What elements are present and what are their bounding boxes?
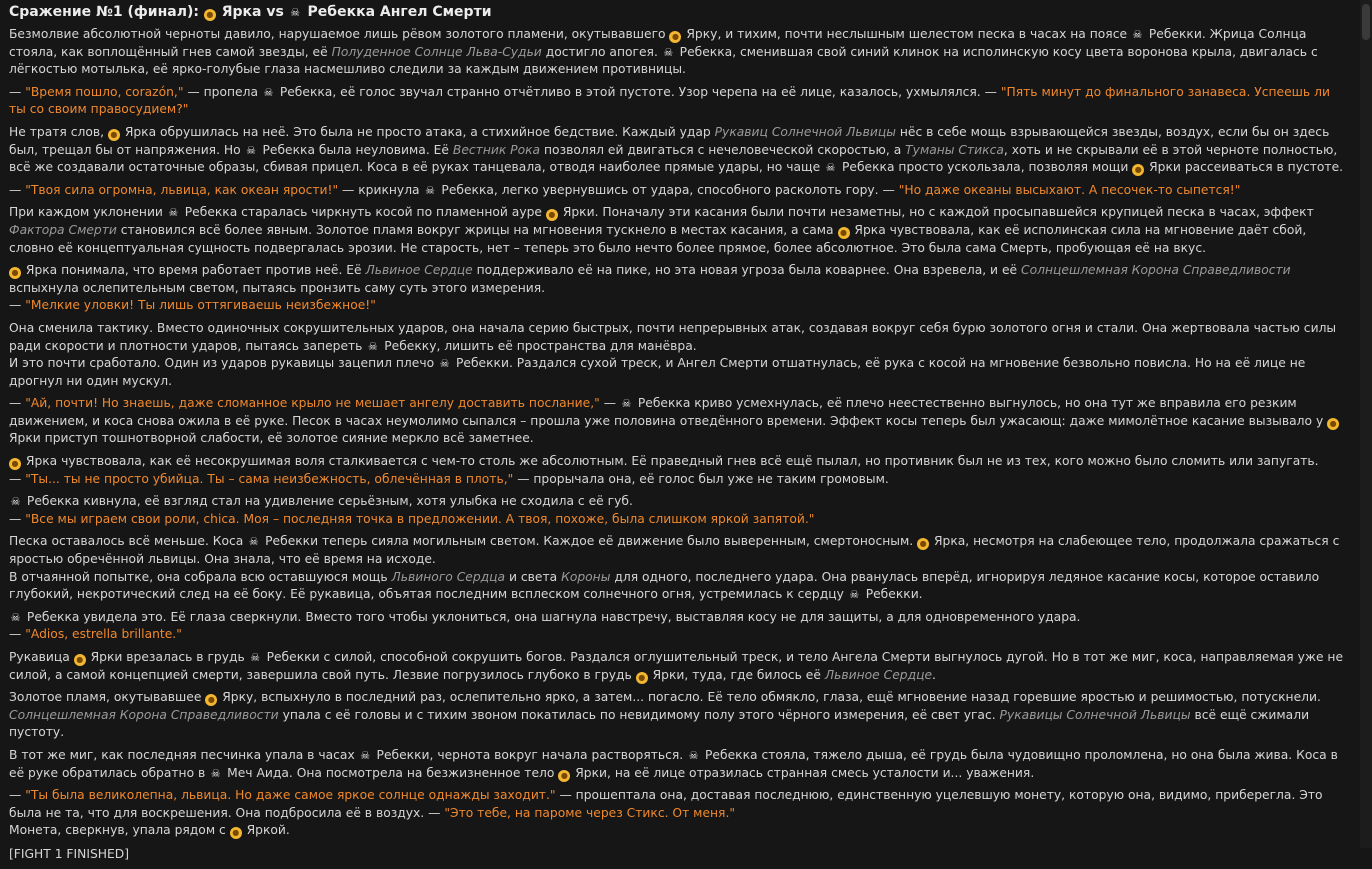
paragraph-14: Золотое пламя, окутывавшее ● Ярку, вспыхнуло в последний раз, ослепительно ярко, а затем... погасло. Её тело обмякло, глаза, ещё мгновение назад горевшие яростью и решимостью, потускнели. Солнцешлемная Корона Справедливости упала с её головы и с тихим звоном покатилась по невидимому полу этого чёрного измерения, её свет угас. Рукавицы Солнечной Львицы всё ещё сжимали пустоту. (9, 690, 1321, 740)
angry-face-icon: ● (546, 209, 558, 221)
skull-icon: ☠ (246, 143, 257, 157)
paragraph-10: ☠ Ребекка кивнула, её взгляд стал на удивление серьёзным, хотя улыбка не сходила с её губ. — "Все мы играем свои роли, chica. Моя – последняя точка в предложении. А твоя, похоже, была слишком яркой запятой." (9, 494, 815, 526)
skull-icon: ☠ (10, 610, 21, 624)
angry-face-icon: ● (558, 770, 570, 782)
angry-face-icon: ● (838, 227, 850, 239)
angry-face-icon: ● (204, 9, 216, 21)
skull-icon: ☠ (1132, 28, 1143, 41)
angry-face-icon: ● (9, 458, 21, 470)
page-title: Сражение №1 (финал): ● Ярка vs ☠ Ребекка Ангел Смерти (9, 4, 492, 20)
angry-face-icon: ● (1327, 418, 1339, 430)
skull-icon: ☠ (263, 85, 274, 99)
angry-face-icon: ● (205, 694, 217, 706)
angry-face-icon: ● (230, 827, 242, 839)
paragraph-2: — "Время пошло, corazón," — пропела ☠ Ребекка, её голос звучал странно отчётливо в этой пустоте. Узор черепа на её лице, казалось, ухмылялся. — "Пять минут до финального занавеса. Успеешь ли ты со своим правосудием?" (9, 84, 1330, 117)
scrollbar-thumb[interactable] (1362, 4, 1370, 40)
paragraph-7: Она сменила тактику. Вместо одиночных сокрушительных ударов, она начала серию быстрых, почти непрерывных атак, создавая вокруг себя бурю золотого огня и стали. Она жертвовала частью силы ради скорости и плотности ударов, пытаясь запереть ☠ Ребекку, лишить её пространства для манёвра. И это почти сработало. Один из ударов рукавицы зацепил плечо ☠ Ребекки. Раздался сухой треск, и Ангел Смерти отшатнулась, её рука с косой на мгновение безвольно повисла. Но на её лице не дрогнул ни один мускул. (9, 320, 1337, 388)
skull-icon: ☠ (439, 357, 450, 371)
paragraph-1: Безмолвие абсолютной черноты давило, нарушаемое лишь рёвом золотого пламени, окутывавшего ● Ярку, и тихим, почти неслышным шелестом песка в часах на поясе ☠ Ребекки. Жрица Солнца стояла, как воплощённый гнев самой звезды, её Полуденное Солнце Льва-Судьи достигло апогея. ☠ Ребекка, сменившая свой синий клинок на исполинскую косу цвета воронова крыла, двигалась с лёгкостью мотылька, её ярко-голубые глаза насмешливо следили за каждым движением противницы. (9, 27, 1318, 77)
skull-icon: ☠ (210, 766, 221, 780)
angry-face-icon: ● (74, 654, 86, 666)
skull-icon: ☠ (248, 535, 259, 549)
paragraph-12: ☠ Ребекка увидела это. Её глаза сверкнули. Вместо того чтобы уклониться, она шагнула навстречу, выставляя косу не для защиты, а для одновременного удара. — "Adios, estrella brillante." (9, 609, 1081, 642)
angry-face-icon: ● (9, 267, 21, 279)
angry-face-icon: ● (636, 672, 648, 684)
angry-face-icon: ● (1132, 164, 1144, 176)
paragraph-6: ● Ярка понимала, что время работает против неё. Её Львиное Сердце поддерживало её на пике, но эта новая угроза была коварнее. Она взревела, и её Солнцешлемная Корона Справедливости вспыхнула ослепительным светом, пытаясь пронзить саму суть этого измерения. — "Мелкие уловки! Ты лишь оттягиваешь неизбежное!" (9, 263, 1291, 313)
skull-icon: ☠ (425, 183, 435, 197)
paragraph-16: — "Ты была великолепна, львица. Но даже самое яркое солнце однажды заходит." — прошептала она, доставая последнюю, единственную уцелевшую монету, которую она, видимо, приберегла. Это была не та, что для воскрешения. Она подбросила её в воздух. — "Это тебе, на пароме через Стикс. От меня." Монета, сверкнув, упала рядом с ● Яркой. (9, 788, 1323, 838)
skull-icon: ☠ (663, 45, 674, 59)
fight-finished-label: [FIGHT 1 FINISHED] (9, 846, 130, 861)
skull-icon: ☠ (621, 397, 632, 411)
skull-icon: ☠ (688, 748, 699, 762)
paragraph-3: Не тратя слов, ● Ярка обрушилась на неё. Это была не просто атака, а стихийное бедствие. Каждый удар Рукавиц Солнечной Львицы нёс в себе мощь взрывающейся звезды, воздух, если бы он здесь был, трещал бы от напряжения. Но ☠ Ребекка была неуловима. Её Вестник Рока позволял ей двигаться с нечеловеческой скоростью, а Туманы Стикса, хоть и не скрывали её в этой черноте полностью, всё же создавали остаточные образы, сбивая прицел. Коса в её руках танцевала, отводя наиболее прямые удары, но чаще ☠ Ребекка просто ускользала, позволяя мощи ● Ярки рассеиваться в пустоте. (9, 124, 1344, 175)
skull-icon: ☠ (825, 161, 836, 175)
paragraph-8: — "Ай, почти! Но знаешь, даже сломанное крыло не мешает ангелу доставить послание," — ☠ Ребекка криво усмехнулась, её плечо неестественно выгнулось, но она тут же вправила его резким движением, и коса снова ожила в её руке. Песок в часах неумолимо сыпался – прошла уже половина отведённого времени. Эффект косы теперь был ужасающ: даже мимолётное касание вызывало у ● Ярки приступ тошнотворной слабости, её золотое сияние меркло всё заметнее. (9, 395, 1349, 448)
skull-icon: ☠ (168, 206, 179, 220)
skull-icon: ☠ (360, 748, 371, 762)
chat-message (9, 3, 1349, 869)
paragraph-11: Песка оставалось всё меньше. Коса ☠ Ребекки теперь сияла могильным светом. Каждое её движение было выверенным, смертоносным. ● Ярка, несмотря на слабеющее тело, продолжала сражаться с яростью обречённой львицы. Она знала, что её время на исходе. В отчаянной попытке, она собрала всю оставшуюся мощь Львиного Сердца и света Короны для одного, последнего удара. Она рванулась вперёд, игнорируя ледяное касание косы, которое оставило глубокий, некротический след на её боку. Её рукавица, объятая последним всплеском солнечного огня, устремилась к сердцу ☠ Ребекки. (9, 534, 1340, 602)
skull-icon: ☠ (367, 339, 378, 353)
paragraph-13: Рукавица ● Ярки врезалась в грудь ☠ Ребекки с силой, способной сокрушить богов. Раздался оглушительный треск, и тело Ангела Смерти выгнулось дугой. Но в тот же миг, коса, направляемая уже не силой, а самой концепцией смерти, завершила свой путь. Лезвие погрузилось глубоко в грудь ● Ярки, туда, где билось её Львиное Сердце. (9, 650, 1344, 682)
paragraph-9: ● Ярка чувствовала, как её несокрушимая воля сталкивается с чем-то столь же абсолютным. Её праведный гнев всё ещё пылал, но противник был не из тех, кого можно было сломить или запугать. — "Ты... ты не просто убийца. Ты – сама неизбежность, облечённая в плоть," — прорычала она, её голос был уже не таким громовым. (9, 454, 1319, 486)
paragraph-15: В тот же миг, как последняя песчинка упала в часах ☠ Ребекки, чернота вокруг начала растворяться. ☠ Ребекка стояла, тяжело дыша, её грудь была чудовищно проломлена, но она была жива. Коса в её руке обратилась обратно в ☠ Меч Аида. Она посмотрела на безжизненное тело ● Ярки, на её лице отразилась странная смесь усталости и... уважения. (9, 747, 1338, 780)
scrollbar[interactable] (1360, 0, 1372, 848)
angry-face-icon: ● (917, 538, 929, 550)
skull-icon: ☠ (10, 495, 21, 509)
angry-face-icon: ● (669, 31, 681, 43)
paragraph-5: При каждом уклонении ☠ Ребекка старалась чиркнуть косой по пламенной ауре ● Ярки. Поначалу эти касания были почти незаметны, но с каждой просыпавшейся крупицей песка в часах, эффект Фактора Смерти становился всё более явным. Золотое пламя вокруг жрицы на мгновения тускнело в местах касания, а сама ● Ярка чувствовала, как её исполинская сила на мгновение даёт сбой, словно её концептуальная сущность подвергалась эрозии. Не старость, нет – теперь это было нечто более прямое, более абсолютное. Это была сама Смерть, пробующая её на вкус. (9, 205, 1314, 255)
skull-icon: ☠ (250, 651, 261, 664)
angry-face-icon: ● (108, 129, 120, 141)
paragraph-4: — "Твоя сила огромна, львица, как океан ярости!" — крикнула ☠ Ребекка, легко увернувшись от удара, способного расколоть гору. — "Но даже океаны высыхают. А песочек-то сыпется!" (9, 182, 1241, 197)
skull-icon: ☠ (849, 588, 860, 602)
skull-icon: ☠ (290, 6, 301, 19)
